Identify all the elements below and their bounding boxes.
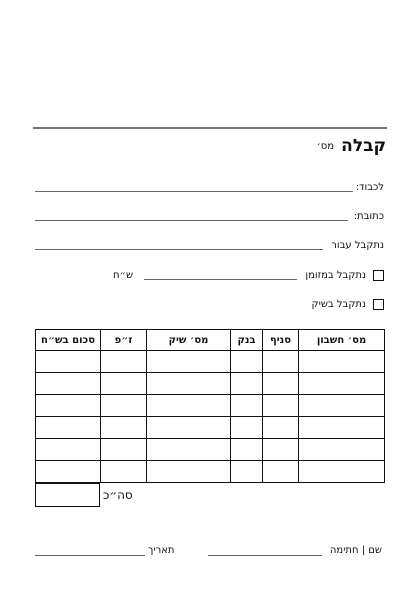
table-cell[interactable] — [101, 373, 147, 395]
table-cell[interactable] — [231, 417, 263, 439]
table-cell[interactable] — [101, 395, 147, 417]
table-row — [36, 351, 385, 373]
total-label: סה״כ — [103, 488, 133, 502]
table-cell[interactable] — [263, 461, 299, 483]
table-cell[interactable] — [147, 351, 231, 373]
cash-label: נתקבל במזומן — [305, 270, 366, 281]
table-cell[interactable] — [263, 439, 299, 461]
table-cell[interactable] — [231, 461, 263, 483]
table-cell[interactable] — [36, 395, 101, 417]
to-field-line[interactable] — [35, 191, 353, 192]
to-label: לכבוד: — [355, 182, 384, 193]
table-cell[interactable] — [263, 417, 299, 439]
date-line[interactable] — [35, 555, 145, 556]
col-bank: בנק — [231, 330, 263, 351]
table-row — [36, 395, 385, 417]
table-cell[interactable] — [231, 373, 263, 395]
table-cell[interactable] — [299, 395, 385, 417]
table-cell[interactable] — [263, 351, 299, 373]
table-cell[interactable] — [263, 373, 299, 395]
check-checkbox[interactable] — [373, 299, 384, 310]
table-cell[interactable] — [36, 351, 101, 373]
table-cell[interactable] — [231, 351, 263, 373]
table-cell[interactable] — [147, 395, 231, 417]
table-cell[interactable] — [299, 417, 385, 439]
table-cell[interactable] — [147, 373, 231, 395]
currency-label: ש״ח — [113, 270, 134, 281]
table-cell[interactable] — [147, 439, 231, 461]
table-cell[interactable] — [101, 439, 147, 461]
table-cell[interactable] — [231, 439, 263, 461]
table-cell[interactable] — [101, 461, 147, 483]
receipt-title: קבלה — [341, 136, 386, 156]
col-amount: סכום בש״ח — [36, 330, 101, 351]
table-cell[interactable] — [147, 461, 231, 483]
table-cell[interactable] — [36, 439, 101, 461]
name-signature-line[interactable] — [208, 555, 322, 556]
table-cell[interactable] — [101, 417, 147, 439]
table-row — [36, 461, 385, 483]
table-cell[interactable] — [36, 461, 101, 483]
table-cell[interactable] — [263, 395, 299, 417]
cash-checkbox[interactable] — [373, 270, 384, 281]
col-due-date: ז״פ — [101, 330, 147, 351]
col-account-number: מס׳ חשבון — [299, 330, 385, 351]
table-cell[interactable] — [299, 461, 385, 483]
table-row — [36, 373, 385, 395]
table-cell[interactable] — [101, 351, 147, 373]
address-label: כתובת: — [353, 211, 384, 222]
date-label: תאריך — [148, 545, 175, 556]
table-cell[interactable] — [36, 373, 101, 395]
table-row — [36, 417, 385, 439]
col-check-number: מס׳ שיק — [147, 330, 231, 351]
cash-amount-line[interactable] — [144, 279, 297, 280]
table-cell[interactable] — [299, 351, 385, 373]
name-signature-label: שם | חתימה — [329, 545, 382, 556]
total-amount-box[interactable] — [35, 483, 100, 507]
table-cell[interactable] — [299, 373, 385, 395]
table-cell[interactable] — [147, 417, 231, 439]
received-for-field-line[interactable] — [35, 249, 323, 250]
receipt-number-label: מס׳ — [316, 141, 334, 152]
check-label: נתקבל בשיק — [311, 299, 366, 310]
table-header-row — [36, 330, 385, 351]
address-field-line[interactable] — [35, 220, 348, 221]
header-divider — [33, 127, 387, 129]
table-cell[interactable] — [36, 417, 101, 439]
checks-table — [35, 329, 385, 483]
table-cell[interactable] — [299, 439, 385, 461]
received-for-label: נתקבל עבור — [331, 240, 384, 251]
col-branch: סניף — [263, 330, 299, 351]
table-cell[interactable] — [231, 395, 263, 417]
table-row — [36, 439, 385, 461]
